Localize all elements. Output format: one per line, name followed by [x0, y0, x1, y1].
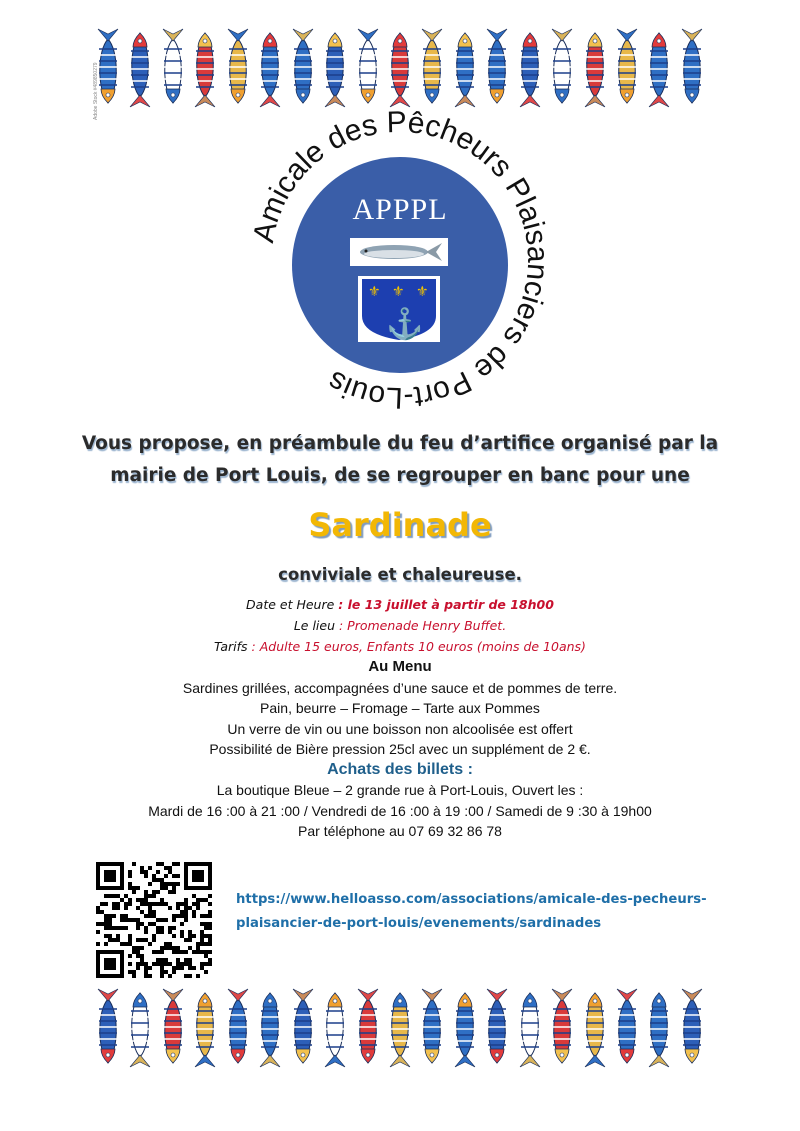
price-label: Tarifs	[214, 639, 248, 654]
fish-icon	[517, 987, 543, 1069]
fish-icon	[582, 987, 608, 1069]
menu-item: Possibilité de Bière pression 25cl avec un supplément de 2 €.	[209, 741, 591, 757]
intro-line-2: mairie de Port Louis, de se regrouper en banc pour une	[110, 465, 690, 486]
fish-icon	[350, 238, 448, 266]
menu-item: Sardines grillées, accompagnées d’une sauce et de pommes de terre.	[182, 679, 618, 696]
event-details	[0, 594, 800, 657]
event-subtitle: conviviale et chaleureuse.	[278, 565, 522, 584]
fish-icon	[646, 987, 672, 1069]
tickets-line: Par téléphone au 07 69 32 86 78	[298, 823, 502, 839]
coat-of-arms	[358, 276, 440, 342]
tickets-line: Mardi de 16 :00 à 21 :00 / Vendredi de 16 :00 à 19 :00 / Samedi de 9 :30 à 19h00	[148, 802, 652, 819]
fish-icon	[452, 987, 478, 1069]
place-row	[0, 615, 800, 636]
tickets-line: La boutique Bleue – 2 grande rue à Port-Louis, Ouvert les :	[216, 782, 584, 798]
fish-icon	[127, 27, 153, 109]
qr-code[interactable]	[96, 862, 212, 978]
fish-icon	[355, 27, 381, 109]
menu-item: Pain, beurre – Fromage – Tarte aux Pommes	[260, 700, 540, 716]
fish-icon	[290, 27, 316, 109]
fish-icon	[484, 987, 510, 1069]
fish-icon	[290, 987, 316, 1069]
helloasso-link[interactable]	[236, 888, 707, 936]
svg-text:⚜: ⚜	[416, 283, 429, 299]
place-value: : Promenade Henry Buffet.	[339, 618, 507, 633]
tickets-heading: Achats des billets :	[327, 760, 473, 778]
link-line-2: plaisancier-de-port-louis/evenements/sardinades	[236, 916, 602, 931]
menu-heading: Au Menu	[368, 658, 432, 675]
date-label: Date et Heure	[246, 597, 335, 612]
fish-icon	[646, 27, 672, 109]
fish-icon	[419, 27, 445, 109]
price-row	[0, 636, 800, 657]
fish-icon	[95, 987, 121, 1069]
fish-icon	[452, 27, 478, 109]
club-logo	[245, 105, 555, 415]
menu-item: Un verre de vin ou une boisson non alcoolisée est offert	[227, 720, 573, 737]
fish-icon	[257, 27, 283, 109]
fish-icon	[160, 987, 186, 1069]
qr-code-icon	[96, 862, 212, 978]
fish-icon	[257, 987, 283, 1069]
fish-icon	[484, 27, 510, 109]
fish-border-top	[95, 25, 705, 110]
fish-icon	[322, 27, 348, 109]
fish-icon	[517, 27, 543, 109]
fish-icon	[549, 987, 575, 1069]
fish-icon	[387, 27, 413, 109]
svg-text:⚜: ⚜	[392, 283, 405, 299]
fish-icon	[614, 27, 640, 109]
fish-icon	[225, 987, 251, 1069]
logo-ring-text: Amicale des Pêcheurs Plaisanciers de Port-Louis	[247, 105, 555, 415]
date-row	[0, 594, 800, 615]
fish-icon	[679, 987, 705, 1069]
fish-icon	[322, 987, 348, 1069]
image-credit: Adobe Stock #489850279	[93, 62, 99, 120]
fish-icon	[419, 987, 445, 1069]
fish-icon	[355, 987, 381, 1069]
fish-icon	[192, 987, 218, 1069]
fish-icon	[614, 987, 640, 1069]
fish-icon	[127, 987, 153, 1069]
fish-border-bottom	[95, 985, 705, 1070]
svg-text:⚓: ⚓	[386, 308, 424, 341]
tuna-image	[350, 238, 448, 266]
intro-text	[60, 428, 740, 492]
fish-icon	[549, 27, 575, 109]
fish-icon	[160, 27, 186, 109]
fish-icon	[387, 987, 413, 1069]
link-line-1: https://www.helloasso.com/associations/amicale-des-pecheurs-	[236, 892, 707, 907]
intro-line-1: Vous propose, en préambule du feu d’artifice organisé par la	[81, 433, 719, 454]
anchor-shield-icon	[358, 276, 440, 342]
price-value: : Adulte 15 euros, Enfants 10 euros (moins de 10ans)	[251, 639, 586, 654]
svg-text:⚜: ⚜	[368, 283, 381, 299]
menu-section	[0, 657, 800, 842]
event-title: Sardinade	[308, 506, 492, 544]
fish-icon	[679, 27, 705, 109]
fish-icon	[582, 27, 608, 109]
logo-acronym: APPPL	[352, 193, 448, 226]
fish-icon	[192, 27, 218, 109]
date-value: : le 13 juillet à partir de 18h00	[338, 597, 554, 612]
fish-icon	[225, 27, 251, 109]
place-label: Le lieu	[293, 618, 336, 633]
